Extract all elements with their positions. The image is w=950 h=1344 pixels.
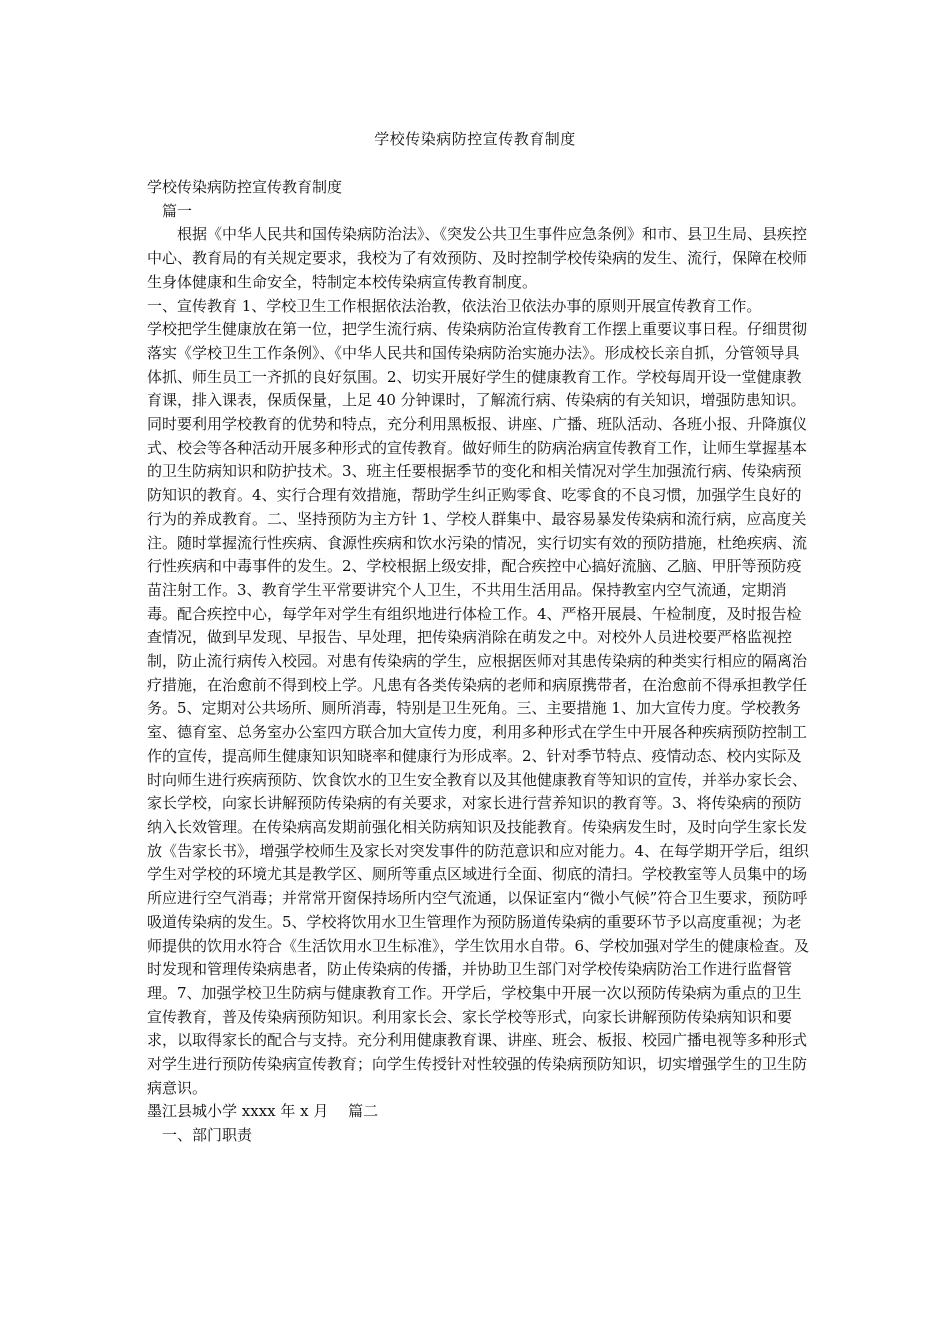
department-duties-heading: 一、部门职责 xyxy=(162,1126,253,1145)
document-subtitle: 学校传染病防控宣传教育制度 xyxy=(147,178,343,196)
main-paragraph: 学校把学生健康放在第一位，把学生流行病、传染病防治宣传教育工作摆上重要议事日程。仔细贯彻落实《学校卫生工作条例》、《中华人民共和国传染病防治实施办法》。形成校长亲自抓，分管领导具体抓、师生员工一齐抓的良好氛围。2、切实开展好学生的健康教育工作。学校每周开设一堂健康教育课，排入课表，保质保量，上足 40 分钟课时，了解流行病、传染病的有关知识，增强防患知识。同时要利用学校教育的优势和特点，充分利用黑板报、讲座、广播、班队活动、各班小报、升降旗仪式、校会等各种活动开展多种形式的宣传教育。做好师生的防病治病宣传教育工作，让师生掌握基本的卫生防病知识和防护技术。3、班主任要根据季节的变化和相关情况对学生加强流行病、传染病预防知识的教育。4、实行合理有效措施，帮助学生纠正购零食、吃零食的不良习惯，加强学生良好的行为的养成教育。二、坚持预防为主方针 1、学校人群集中、最容易暴发传染病和流行病，应高度关注。随时掌握流行性疾病、食源性疾病和饮水污染的情况，实行切实有效的预防措施，杜绝疾病、流行性疾病和中毒事件的发生。2、学校根据上级安排，配合疾控中心搞好流脑、乙脑、甲肝等预防疫苗注射工作。3、教育学生平常要讲究个人卫生，不共用生活用品。保持教室内空气流通，定期消毒。配合疾控中心，每学年对学生有组织地进行体检工作。4、严格开展晨、午检制度，及时报告检查情况，做到早发现、早报告、早处理，把传染病消除在萌发之中。对校外人员进校要严格监视控制，防止流行病传入校园。对患有传染病的学生，应根据医师对其患传染病的种类实行相应的隔离治疗措施，在治愈前不得到校上学。凡患有各类传染病的老师和病原携带者，在治愈前不得承担教学任务。5、定期对公共场所、厕所消毒，特别是卫生死角。三、主要措施 1、加大宣传力度。学校教务室、德育室、总务室办公室四方联合加大宣传力度，利用多种形式在学生中开展各种疾病预防控制工作的宣传，提高师生健康知识知晓率和健康行为形成率。2、针对季节特点、疫情动态、校内实际及时向师生进行疾病预防、饮食饮水的卫生安全教育以及其他健康教育等知识的宣传，并举办家长会、家长学校，向家长讲解预防传染病的有关要求，对家长进行营养知识的教育等。3、将传染病的预防纳入长效管理。在传染病高发期前强化相关防病知识及技能教育。传染病发生时，及时向学生家长发放《告家长书》，增强学校师生及家长对突发事件的防范意识和应对能力。4、在每学期开学后，组织学生对学校的环境尤其是教学区、厕所等重点区域进行全面、彻底的清扫。学校教室等人员集中的场所应进行空气消毒；并常常开窗保持场所内空气流通，以保证室内“微小气候”符合卫生要求，预防呼吸道传染病的发生。5、学校将饮用水卫生管理作为预防肠道传染病的重要环节予以高度重视；为老师提供的饮用水符合《生活饮用水卫生标准》，学生饮用水自带。6、学校加强对学生的健康检查。及时发现和管理传染病患者，防止传染病的传播，并协助卫生部门对学校传染病防治工作进行监督管理。7、加强学校卫生防病与健康教育工作。开学后，学校集中开展一次以预防传染病为重点的卫生宣传教育，普及传染病预防知识。利用家长会、家长学校等形式，向家长讲解预防传染病知识和要求，以取得家长的配合与支持。充分利用健康教育课、讲座、班会、板报、校园广播电视等多种形式对学生进行预防传染病宣传教育；向学生传授针对性较强的传染病预防知识，切实增强学生的卫生防病意识。 xyxy=(147,320,810,1097)
document-title: 学校传染病防控宣传教育制度 xyxy=(374,130,576,148)
part-one-label: 篇一 xyxy=(162,201,193,220)
part-two-label: 篇二 xyxy=(348,1102,379,1121)
document-body xyxy=(147,176,813,1148)
intro-paragraph: 根据《中华人民共和国传染病防治法》、《突发公共卫生事件应急条例》和市、县卫生局、县疾控中心、教育局的有关规定要求，我校为了有效预防、及时控制学校传染病的发生、流行，保障在校师生身体健康和生命安全，特制定本校传染病宣传教育制度。 xyxy=(147,225,808,291)
signature-text: 墨江县城小学 xxxx 年 x 月 xyxy=(147,1102,329,1121)
signature-line xyxy=(147,1100,813,1124)
section-one-line: 一、宣传教育 1、学校卫生工作根据依法治教，依法治卫依法办事的原则开展宣传教育工作。 xyxy=(147,296,762,315)
